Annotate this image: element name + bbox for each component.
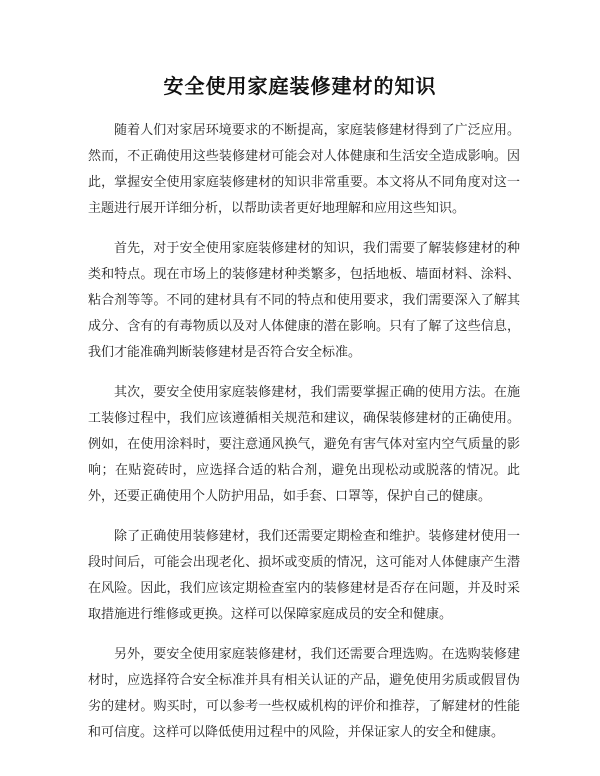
page-title: 安全使用家庭装修建材的知识 <box>163 74 437 98</box>
paragraph-2: 首先，对于安全使用家庭装修建材的知识，我们需要了解装修建材的种类和特点。现在市场上的装修建材种类繁多，包括地板、墙面材料、涂料、粘合剂等等。不同的建材具有不同的特点和使用要求，我们需要深入了解其成分、含有的有毒物质以及对人体健康的潜在影响。只有了解了这些信息，我们才能准确判断装修建材是否符合安全标准。 <box>88 241 520 360</box>
document-body <box>88 118 520 760</box>
paragraph-1: 随着人们对家居环境要求的不断提高，家庭装修建材得到了广泛应用。然而，不正确使用这些装修建材可能会对人体健康和生活安全造成影响。因此，掌握安全使用家庭装修建材的知识非常重要。本文将从不同角度对这一主题进行展开详细分析，以帮助读者更好地理解和应用这些知识。 <box>88 123 520 216</box>
paragraph-3: 其次，要安全使用家庭装修建材，我们需要掌握正确的使用方法。在施工装修过程中，我们应该遵循相关规范和建议，确保装修建材的正确使用。例如，在使用涂料时，要注意通风换气，避免有害气体对室内空气质量的影响；在贴瓷砖时，应选择合适的粘合剂，避免出现松动或脱落的情况。此外，还要正确使用个人防护用品，如手套、口罩等，保护自己的健康。 <box>88 385 520 504</box>
paragraph-5: 另外，要安全使用家庭装修建材，我们还需要合理选购。在选购装修建材时，应选择符合安全标准并具有相关认证的产品，避免使用劣质或假冒伪劣的建材。购买时，可以参考一些权威机构的评价和推荐，了解建材的性能和可信度。这样可以降低使用过程中的风险，并保证家人的安全和健康。 <box>88 647 520 740</box>
paragraph-4: 除了正确使用装修建材，我们还需要定期检查和维护。装修建材使用一段时间后，可能会出现老化、损坏或变质的情况，这可能对人体健康产生潜在风险。因此，我们应该定期检查室内的装修建材是否存在问题，并及时采取措施进行维修或更换。这样可以保障家庭成员的安全和健康。 <box>88 529 520 622</box>
